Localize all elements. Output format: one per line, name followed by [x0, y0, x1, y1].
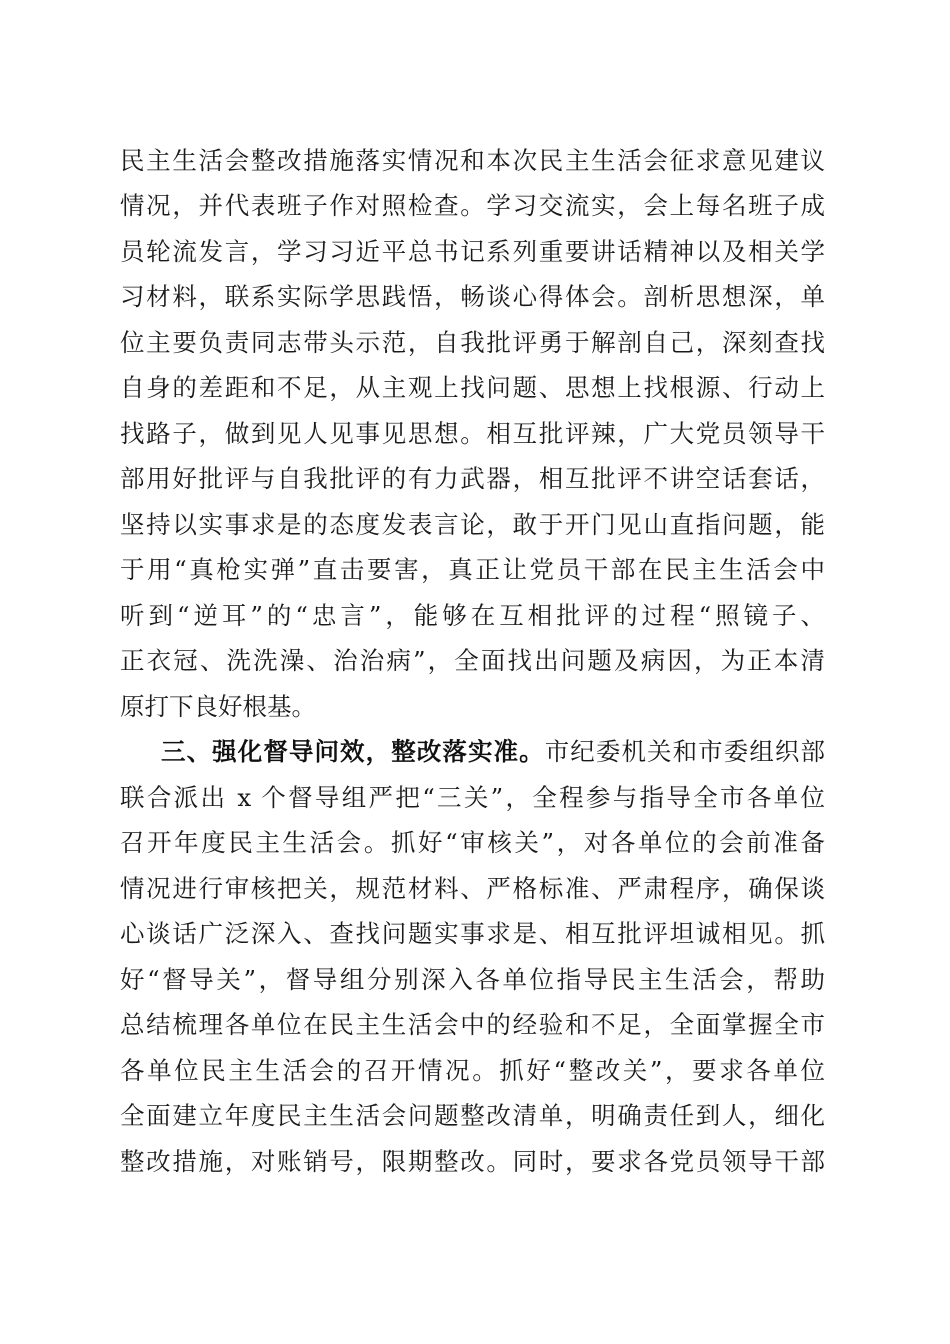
paragraph-2-line-8: 各单位民主生活会的召开情况。抓好“整改关”，要求各单位: [120, 1056, 825, 1085]
paragraph-2-line-4: 情况进行审核把关，规范材料、严格标准、严肃程序，确保谈: [120, 874, 825, 903]
paragraph-1-line-10: 于用“真枪实弹”直击要害，真正让党员干部在民主生活会中: [120, 555, 825, 584]
paragraph-1-line-7: 找路子，做到见人见事见思想。相互批评辣，广大党员领导干: [120, 419, 825, 448]
section-heading: 三、强化督导问效，整改落实准。: [161, 737, 545, 766]
paragraph-1-line-2: 情况，并代表班子作对照检查。学习交流实，会上每名班子成: [120, 191, 825, 220]
paragraph-2-line-2: 联合派出 x 个督导组严把“三关”，全程参与指导全市各单位: [120, 783, 825, 812]
paragraph-2-line-1-text: 市纪委机关和市委组织部: [544, 737, 825, 766]
paragraph-2-line-3: 召开年度民主生活会。抓好“审核关”，对各单位的会前准备: [120, 828, 825, 857]
paragraph-2-line-10: 整改措施，对账销号，限期整改。同时，要求各党员领导干部: [120, 1147, 825, 1176]
paragraph-1-line-13: 原打下良好根基。: [120, 692, 316, 721]
paragraph-1-line-9: 坚持以实事求是的态度发表言论，敢于开门见山直指问题，能: [120, 510, 825, 539]
paragraph-1-line-8: 部用好批评与自我批评的有力武器，相互批评不讲空话套话，: [120, 464, 825, 493]
paragraph-1-line-12: 正衣冠、洗洗澡、治治病”，全面找出问题及病因，为正本清: [120, 646, 825, 675]
paragraph-1-line-5: 位主要负责同志带头示范，自我批评勇于解剖自己，深刻查找: [120, 328, 825, 357]
paragraph-1-line-11: 听到“逆耳”的“忠言”，能够在互相批评的过程“照镜子、: [120, 601, 825, 630]
paragraph-2-line-9: 全面建立年度民主生活会问题整改清单，明确责任到人，细化: [120, 1101, 825, 1130]
paragraph-2-line-5: 心谈话广泛深入、查找问题实事求是、相互批评坦诚相见。抓: [120, 919, 825, 948]
paragraph-1-line-3: 员轮流发言，学习习近平总书记系列重要讲话精神以及相关学: [120, 237, 825, 266]
paragraph-2-line-6: 好“督导关”，督导组分别深入各单位指导民主生活会，帮助: [120, 965, 825, 994]
paragraph-1-line-6: 自身的差距和不足，从主观上找问题、思想上找根源、行动上: [120, 373, 825, 402]
paragraph-2-line-1: [161, 732, 825, 772]
paragraph-2-line-7: 总结梳理各单位在民主生活会中的经验和不足，全面掌握全市: [120, 1010, 825, 1039]
paragraph-1-line-1: 民主生活会整改措施落实情况和本次民主生活会征求意见建议: [120, 146, 825, 175]
paragraph-1-line-4: 习材料，联系实际学思践悟，畅谈心得体会。剖析思想深，单: [120, 282, 825, 311]
